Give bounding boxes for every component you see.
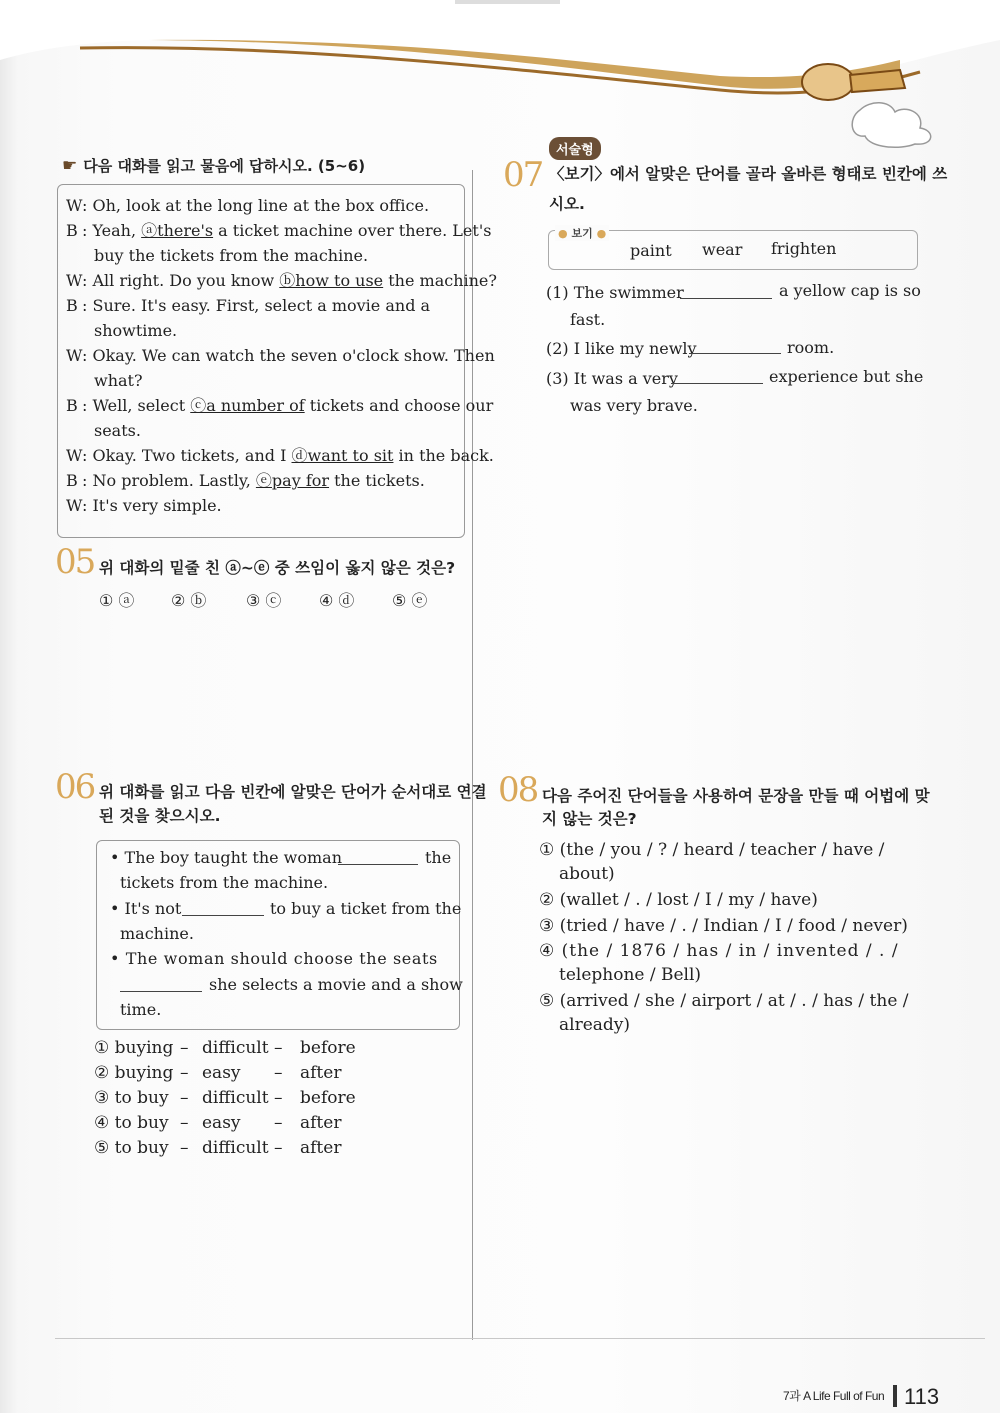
dialogue-line bbox=[66, 443, 494, 468]
q07-blank-1 bbox=[680, 284, 772, 299]
q06-blank-1 bbox=[338, 850, 418, 865]
q08-choice-1-cont: about) bbox=[559, 864, 615, 884]
underlined-expression: ⓒa number of bbox=[190, 396, 305, 415]
underlined-expression: ⓔpay for bbox=[255, 471, 330, 490]
dialogue-text: It's very simple. bbox=[92, 496, 222, 515]
q06-choice-b: easy bbox=[202, 1063, 241, 1083]
question-number-07: 07 bbox=[503, 155, 543, 195]
q06-choice-dash: – bbox=[180, 1063, 189, 1083]
dialogue-text: the tickets. bbox=[329, 471, 425, 490]
q08-choice-4[interactable]: ④ (the / 1876 / has / in / invented / . / bbox=[539, 941, 899, 961]
dialogue-speaker: B bbox=[66, 296, 78, 315]
example-word-1: paint bbox=[630, 241, 672, 260]
dialogue-colon: : bbox=[82, 496, 93, 515]
question-07-text-line1: 〈보기〉에서 알맞은 단어를 골라 올바른 형태로 빈칸에 쓰 bbox=[549, 165, 948, 183]
q06-choice-5[interactable] bbox=[94, 1138, 424, 1163]
q08-choice-4-cont: telephone / Bell) bbox=[559, 965, 702, 985]
q07-item-3-b: experience but she bbox=[769, 367, 924, 386]
question-06-choices bbox=[94, 1038, 424, 1163]
q06-choice-dash: – bbox=[274, 1088, 283, 1108]
q06-choice-num: ④ to buy bbox=[94, 1113, 169, 1133]
question-07-text-line2: 시오. bbox=[549, 195, 585, 213]
q06-choice-num: ⑤ to buy bbox=[94, 1138, 169, 1158]
dialogue-text: Sure. It's easy. First, select a movie and a bbox=[92, 296, 431, 315]
dialogue-line bbox=[66, 268, 497, 293]
q06-choice-c: after bbox=[300, 1063, 342, 1083]
question-08-text-line2: 지 않는 것은? bbox=[542, 810, 637, 828]
q06-choice-dash: – bbox=[180, 1113, 189, 1133]
dialogue-speaker: W bbox=[66, 446, 83, 465]
dialogue-line bbox=[66, 418, 458, 443]
bottom-rule bbox=[55, 1338, 985, 1339]
dialogue-text: what? bbox=[94, 371, 143, 390]
dialogue-colon: : bbox=[82, 271, 93, 290]
dialogue-colon: : bbox=[82, 296, 93, 315]
q06-choice-c: after bbox=[300, 1113, 342, 1133]
dialogue-line bbox=[66, 343, 495, 368]
question-06-text-line2: 된 것을 찾으시오. bbox=[99, 807, 221, 825]
q05-choice-3[interactable]: ③ ⓒ bbox=[246, 591, 282, 610]
q06-choice-dash: – bbox=[180, 1038, 189, 1058]
dialogue-speaker: B bbox=[66, 221, 78, 240]
dialogue-line bbox=[66, 318, 458, 343]
header-banner-illustration bbox=[0, 0, 1000, 150]
q06-sentence-1-b: the bbox=[425, 848, 452, 867]
dialogue-text: buy the tickets from the machine. bbox=[94, 246, 369, 265]
descriptive-tag: 서술형 bbox=[549, 137, 601, 160]
q06-choice-b: difficult bbox=[202, 1038, 269, 1058]
underlined-expression: ⓐthere's bbox=[141, 221, 214, 240]
example-box-label: ● 보기 ● bbox=[555, 225, 609, 241]
q08-choice-5[interactable]: ⑤ (arrived / she / airport / at / . / has / the / bbox=[539, 991, 909, 1011]
q06-sentence-3-c: time. bbox=[120, 1000, 162, 1019]
dialogue-speaker: W bbox=[66, 196, 83, 215]
dialogue-text: the machine? bbox=[383, 271, 497, 290]
q06-choice-b: difficult bbox=[202, 1138, 269, 1158]
page-number: 113 bbox=[904, 1384, 940, 1409]
dialogue-speaker: B bbox=[66, 471, 78, 490]
dialogue-text: Okay. We can watch the seven o'clock show. Then bbox=[92, 346, 495, 365]
q06-choice-dash: – bbox=[274, 1038, 283, 1058]
footer-separator bbox=[893, 1385, 897, 1407]
dialogue-text: Yeah, bbox=[92, 221, 142, 240]
example-word-2: wear bbox=[702, 240, 743, 259]
q07-item-3-c: was very brave. bbox=[570, 396, 698, 415]
dialogue-colon: : bbox=[82, 471, 93, 490]
question-08-text-line1: 다음 주어진 단어들을 사용하여 문장을 만들 때 어법에 맞 bbox=[542, 787, 930, 805]
q06-choice-c: after bbox=[300, 1138, 342, 1158]
question-number-06: 06 bbox=[55, 767, 95, 807]
q07-item-2-b: room. bbox=[787, 338, 835, 357]
dialogue-colon: : bbox=[82, 446, 93, 465]
dialogue-text: tickets and choose our bbox=[304, 396, 494, 415]
q07-item-3-a: (3) It was a very bbox=[546, 369, 678, 388]
q06-choice-4[interactable] bbox=[94, 1113, 424, 1138]
q06-choice-1[interactable] bbox=[94, 1038, 424, 1063]
q08-choice-2[interactable]: ② (wallet / . / lost / I / my / have) bbox=[539, 890, 818, 910]
q07-item-1-b: a yellow cap is so bbox=[779, 281, 921, 300]
dialogue-text: All right. Do you know bbox=[92, 271, 280, 290]
q06-choice-dash: – bbox=[180, 1088, 189, 1108]
question-number-05: 05 bbox=[55, 542, 95, 582]
q06-choice-c: before bbox=[300, 1088, 356, 1108]
dialogue-speaker: W bbox=[66, 271, 83, 290]
q06-choice-b: easy bbox=[202, 1113, 241, 1133]
q06-sentence-1-c: tickets from the machine. bbox=[120, 873, 329, 892]
q06-sentence-2-b: to buy a ticket from the bbox=[270, 899, 462, 918]
q07-item-1-c: fast. bbox=[570, 310, 606, 329]
dialogue-line bbox=[66, 243, 458, 268]
intro-instruction: ☛ 다음 대화를 읽고 물음에 답하시오. (5~6) bbox=[62, 156, 366, 176]
q05-choice-1[interactable]: ① ⓐ bbox=[99, 591, 135, 610]
dialogue-colon: : bbox=[82, 396, 93, 415]
dialogue-text: No problem. Lastly, bbox=[92, 471, 256, 490]
question-05-text: 위 대화의 밑줄 친 ⓐ~ⓔ 중 쓰임이 옳지 않은 것은? bbox=[99, 559, 456, 577]
q06-choice-c: before bbox=[300, 1038, 356, 1058]
dialogue-speaker: W bbox=[66, 496, 83, 515]
q06-choice-2[interactable] bbox=[94, 1063, 424, 1088]
q06-sentence-3-b: she selects a movie and a show bbox=[209, 975, 463, 994]
q06-choice-dash: – bbox=[274, 1063, 283, 1083]
dialogue-line bbox=[66, 493, 458, 518]
q07-blank-2 bbox=[689, 339, 781, 354]
question-number-08: 08 bbox=[498, 770, 538, 810]
q07-item-1-a: (1) The swimmer bbox=[546, 283, 684, 302]
q07-item-2-a: (2) I like my newly bbox=[546, 339, 697, 358]
dialogue-text: seats. bbox=[94, 421, 141, 440]
trumpet-icon bbox=[802, 64, 854, 100]
dialogue-text: in the back. bbox=[393, 446, 494, 465]
q08-choice-1[interactable]: ① (the / you / ? / heard / teacher / have / bbox=[539, 840, 885, 860]
underlined-expression: ⓓwant to sit bbox=[291, 446, 394, 465]
q06-sentence-3-a: • The woman should choose the seats bbox=[110, 949, 438, 968]
dialogue-line bbox=[66, 218, 492, 243]
question-06-text-line1: 위 대화를 읽고 다음 빈칸에 알맞은 단어가 순서대로 연결 bbox=[99, 783, 487, 801]
dialogue-colon: : bbox=[82, 221, 93, 240]
q06-choice-dash: – bbox=[274, 1138, 283, 1158]
q06-choice-b: difficult bbox=[202, 1088, 269, 1108]
dialogue-line bbox=[66, 393, 494, 418]
dialogue-text: a ticket machine over there. Let's bbox=[213, 221, 492, 240]
dialogue-lines bbox=[66, 193, 497, 518]
underlined-expression: ⓑhow to use bbox=[279, 271, 384, 290]
dialogue-colon: : bbox=[82, 196, 93, 215]
q06-choice-num: ③ to buy bbox=[94, 1088, 169, 1108]
dialogue-box bbox=[57, 184, 497, 538]
example-word-3: frighten bbox=[771, 239, 837, 258]
dialogue-line bbox=[66, 293, 458, 318]
q05-choice-5[interactable]: ⑤ ⓔ bbox=[392, 591, 428, 610]
q05-choice-2[interactable]: ② ⓑ bbox=[171, 591, 207, 610]
q05-choice-4[interactable]: ④ ⓓ bbox=[319, 591, 355, 610]
dialogue-text: showtime. bbox=[94, 321, 178, 340]
dialogue-text: Oh, look at the long line at the box office. bbox=[92, 196, 430, 215]
q06-sentence-2-a: • It's not bbox=[110, 899, 182, 918]
q06-blank-2 bbox=[182, 901, 264, 916]
dialogue-colon: : bbox=[82, 346, 93, 365]
footer-lesson-title: 7과 A Life Full of Fun bbox=[783, 1389, 885, 1403]
q06-choice-3[interactable] bbox=[94, 1088, 424, 1113]
dialogue-text: Okay. Two tickets, and I bbox=[92, 446, 292, 465]
dialogue-text: Well, select bbox=[92, 396, 191, 415]
q06-choice-num: ② buying bbox=[94, 1063, 174, 1083]
q06-choice-dash: – bbox=[180, 1138, 189, 1158]
q06-sentence-2-c: machine. bbox=[120, 924, 194, 943]
dialogue-speaker: B bbox=[66, 396, 78, 415]
dialogue-speaker: W bbox=[66, 346, 83, 365]
pointing-hand-icon: ☛ bbox=[62, 156, 78, 176]
dialogue-line bbox=[66, 468, 458, 493]
q06-blank-3 bbox=[120, 977, 202, 992]
q06-choice-dash: – bbox=[274, 1113, 283, 1133]
q06-sentence-1-a: • The boy taught the woman bbox=[110, 848, 343, 867]
q06-choice-num: ① buying bbox=[94, 1038, 174, 1058]
q07-blank-3 bbox=[671, 369, 763, 384]
q08-choice-3[interactable]: ③ (tried / have / . / Indian / I / food / never) bbox=[539, 916, 908, 936]
dialogue-line bbox=[66, 368, 458, 393]
dialogue-line bbox=[66, 193, 458, 218]
q08-choice-5-cont: already) bbox=[559, 1015, 631, 1035]
